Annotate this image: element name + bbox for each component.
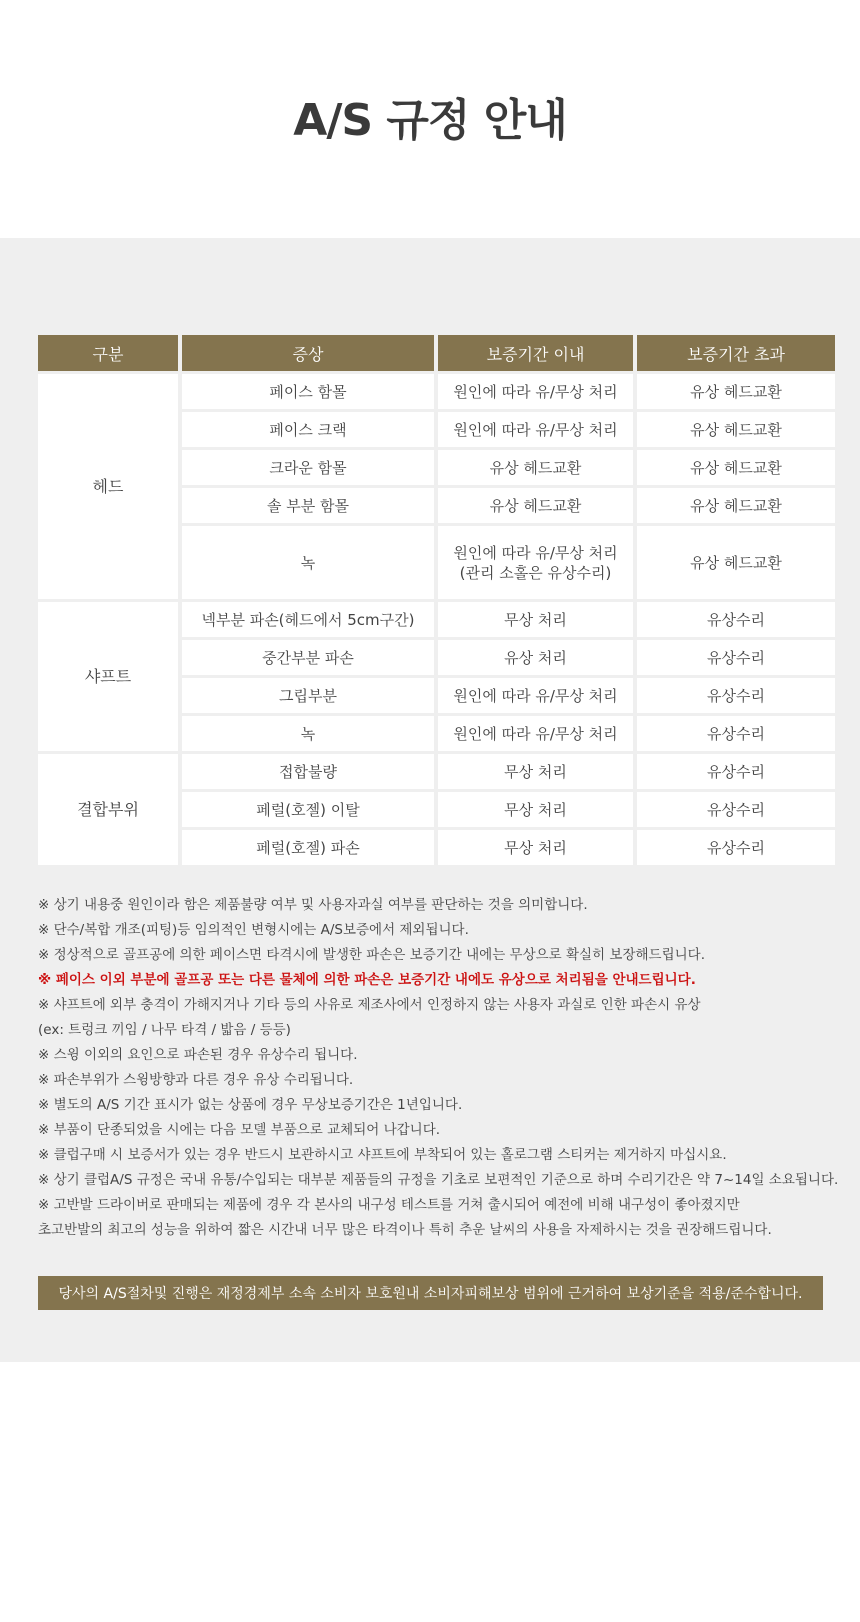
- over-warranty-cell: 유상수리: [637, 678, 835, 713]
- category-cell: 결합부위: [38, 754, 178, 865]
- table-header-cell: 보증기간 이내: [438, 335, 633, 371]
- over-warranty-cell: 유상 헤드교환: [637, 374, 835, 409]
- page-title: A/S 규정 안내: [293, 95, 567, 146]
- within-warranty-text: 유상 처리: [504, 648, 567, 667]
- symptom-cell: 녹: [182, 526, 434, 599]
- within-warranty-text: 무상 처리: [504, 800, 567, 819]
- symptom-cell: 크라운 함몰: [182, 450, 434, 485]
- symptom-cell: 넥부분 파손(헤드에서 5cm구간): [182, 602, 434, 637]
- within-warranty-text: 유상 헤드교환: [489, 496, 582, 515]
- within-warranty-cell: [438, 602, 633, 637]
- within-warranty-cell: [438, 830, 633, 865]
- note-item: ※ 상기 내용중 원인이라 함은 제품불량 여부 및 사용자과실 여부를 판단하는 것을 의미합니다.: [38, 897, 588, 913]
- note-item: ※ 상기 클럽A/S 규정은 국내 유통/수입되는 대부분 제품들의 규정을 기초로 보편적인 기준으로 하며 수리기간은 약 7~14일 소요됩니다.: [38, 1172, 839, 1188]
- within-warranty-text: 무상 처리: [504, 762, 567, 781]
- footer-notice: 당사의 A/S절차및 진행은 재정경제부 소속 소비자 보호원내 소비자피해보상 범위에 근거하여 보상기준을 적용/준수합니다.: [38, 1276, 823, 1310]
- within-warranty-text: 무상 처리: [504, 610, 567, 629]
- symptom-cell: 페이스 크랙: [182, 412, 434, 447]
- symptom-cell: 그립부분: [182, 678, 434, 713]
- table-header-cell: 증상: [182, 335, 434, 371]
- within-warranty-cell: [438, 488, 633, 523]
- within-warranty-text: 원인에 따라 유/무상 처리: [453, 420, 618, 439]
- over-warranty-cell: 유상 헤드교환: [637, 488, 835, 523]
- within-warranty-text: 원인에 따라 유/무상 처리: [453, 724, 618, 743]
- within-warranty-text: 무상 처리: [504, 838, 567, 857]
- within-warranty-text: 원인에 따라 유/무상 처리: [453, 382, 618, 401]
- within-warranty-cell: [438, 678, 633, 713]
- within-warranty-cell: [438, 716, 633, 751]
- note-item: ※ 단수/복합 개조(피팅)등 임의적인 변형시에는 A/S보증에서 제외됩니다.: [38, 922, 469, 938]
- symptom-cell: 접합불량: [182, 754, 434, 789]
- title-section: [0, 0, 860, 238]
- note-item: ※ 정상적으로 골프공에 의한 페이스면 타격시에 발생한 파손은 보증기간 내에는 무상으로 확실히 보장해드립니다.: [38, 947, 705, 963]
- within-warranty-text: (관리 소홀은 유상수리): [459, 563, 612, 582]
- within-warranty-cell: [438, 526, 633, 599]
- within-warranty-cell: [438, 640, 633, 675]
- as-policy-table: [38, 335, 823, 865]
- category-cell: 헤드: [38, 374, 178, 599]
- over-warranty-cell: 유상 헤드교환: [637, 450, 835, 485]
- over-warranty-cell: 유상 헤드교환: [637, 412, 835, 447]
- symptom-cell: 페이스 함몰: [182, 374, 434, 409]
- within-warranty-cell: [438, 412, 633, 447]
- note-item: 초고반발의 최고의 성능을 위하여 짧은 시간내 너무 많은 타격이나 특히 추운 날씨의 사용을 자제하시는 것을 권장해드립니다.: [38, 1222, 772, 1238]
- note-item: ※ 스윙 이외의 요인으로 파손된 경우 유상수리 됩니다.: [38, 1047, 358, 1063]
- within-warranty-text: 유상 헤드교환: [489, 458, 582, 477]
- note-item: ※ 클럽구매 시 보증서가 있는 경우 반드시 보관하시고 샤프트에 부착되어 있는 홀로그램 스티커는 제거하지 마십시요.: [38, 1147, 727, 1163]
- within-warranty-text: 원인에 따라 유/무상 처리: [453, 686, 618, 705]
- note-item: ※ 파손부위가 스윙방향과 다른 경우 유상 수리됩니다.: [38, 1072, 354, 1088]
- symptom-cell: 중간부분 파손: [182, 640, 434, 675]
- note-item: ※ 샤프트에 외부 충격이 가해지거나 기타 등의 사유로 제조사에서 인정하지 않는 사용자 과실로 인한 파손시 유상: [38, 997, 701, 1013]
- within-warranty-cell: [438, 450, 633, 485]
- over-warranty-cell: 유상 헤드교환: [637, 526, 835, 599]
- note-item: ※ 부품이 단종되었을 시에는 다음 모델 부품으로 교체되어 나갑니다.: [38, 1122, 441, 1138]
- content-panel: [0, 238, 860, 1362]
- over-warranty-cell: 유상수리: [637, 792, 835, 827]
- table-header-cell: 보증기간 초과: [637, 335, 835, 371]
- symptom-cell: 페럴(호젤) 이탈: [182, 792, 434, 827]
- within-warranty-text: 원인에 따라 유/무상 처리: [453, 543, 618, 562]
- within-warranty-cell: [438, 374, 633, 409]
- note-item: ※ 별도의 A/S 기간 표시가 없는 상품에 경우 무상보증기간은 1년입니다.: [38, 1097, 463, 1113]
- note-item: ※ 고반발 드라이버로 판매되는 제품에 경우 각 본사의 내구성 테스트를 거쳐 출시되어 예전에 비해 내구성이 좋아졌지만: [38, 1197, 740, 1213]
- over-warranty-cell: 유상수리: [637, 754, 835, 789]
- category-cell: 샤프트: [38, 602, 178, 751]
- symptom-cell: 솔 부분 함몰: [182, 488, 434, 523]
- note-item: (ex: 트렁크 끼임 / 나무 타격 / 밟음 / 등등): [38, 1022, 291, 1038]
- over-warranty-cell: 유상수리: [637, 640, 835, 675]
- over-warranty-cell: 유상수리: [637, 716, 835, 751]
- within-warranty-cell: [438, 792, 633, 827]
- table-header-cell: 구분: [38, 335, 178, 371]
- symptom-cell: 페럴(호젤) 파손: [182, 830, 434, 865]
- note-highlight: ※ 페이스 이외 부분에 골프공 또는 다른 물체에 의한 파손은 보증기간 내에도 유상으로 처리됨을 안내드립니다.: [38, 972, 696, 988]
- notes-list: [38, 893, 839, 1243]
- over-warranty-cell: 유상수리: [637, 602, 835, 637]
- within-warranty-cell: [438, 754, 633, 789]
- symptom-cell: 녹: [182, 716, 434, 751]
- over-warranty-cell: 유상수리: [637, 830, 835, 865]
